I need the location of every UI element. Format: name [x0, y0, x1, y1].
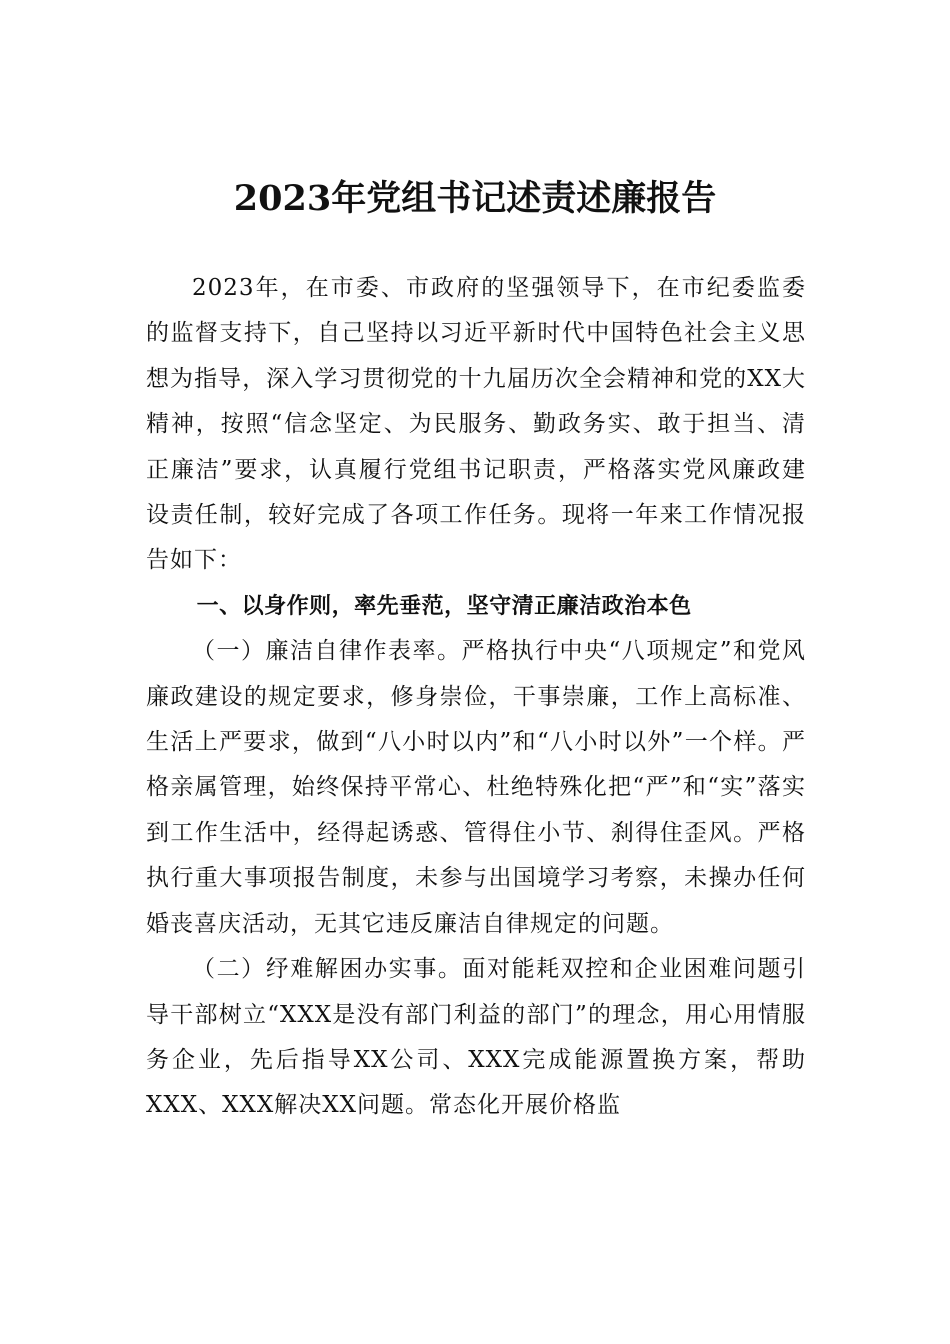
subsection-paragraph-2: （二）纾难解困办实事。面对能耗双控和企业困难问题引导干部树立“XXX是没有部门利益的部门”的理念，用心用情服务企业，先后指导XX公司、XXX完成能源置换方案，帮助XXX、XXX解决XX问题。常态化开展价格监 [146, 956, 806, 1119]
document-title: 2023年党组书记述责述廉报告 [233, 178, 717, 219]
document-body [146, 266, 806, 1129]
section-heading-1: 一、以身作则，率先垂范，坚守清正廉洁政治本色 [196, 593, 692, 619]
intro-paragraph: 2023年，在市委、市政府的坚强领导下，在市纪委监委的监督支持下，自己坚持以习近平新时代中国特色社会主义思想为指导，深入学习贯彻党的十九届历次全会精神和党的XX大精神，按照“信念坚定、为民服务、勤政务实、敢于担当、清正廉洁”要求，认真履行党组书记职责，严格落实党风廉政建设责任制，较好完成了各项工作任务。现将一年来工作情况报告如下： [146, 275, 806, 574]
subsection-paragraph-1: （一）廉洁自律作表率。严格执行中央“八项规定”和党风廉政建设的规定要求，修身崇俭，干事崇廉，工作上高标准、生活上严要求，做到“八小时以内”和“八小时以外”一个样。严格亲属管理，始终保持平常心、杜绝特殊化把“严”和“实”落实到工作生活中，经得起诱惑、管得住小节、刹得住歪风。严格执行重大事项报告制度，未参与出国境学习考察，未操办任何婚丧喜庆活动，无其它违反廉洁自律规定的问题。 [146, 638, 806, 937]
